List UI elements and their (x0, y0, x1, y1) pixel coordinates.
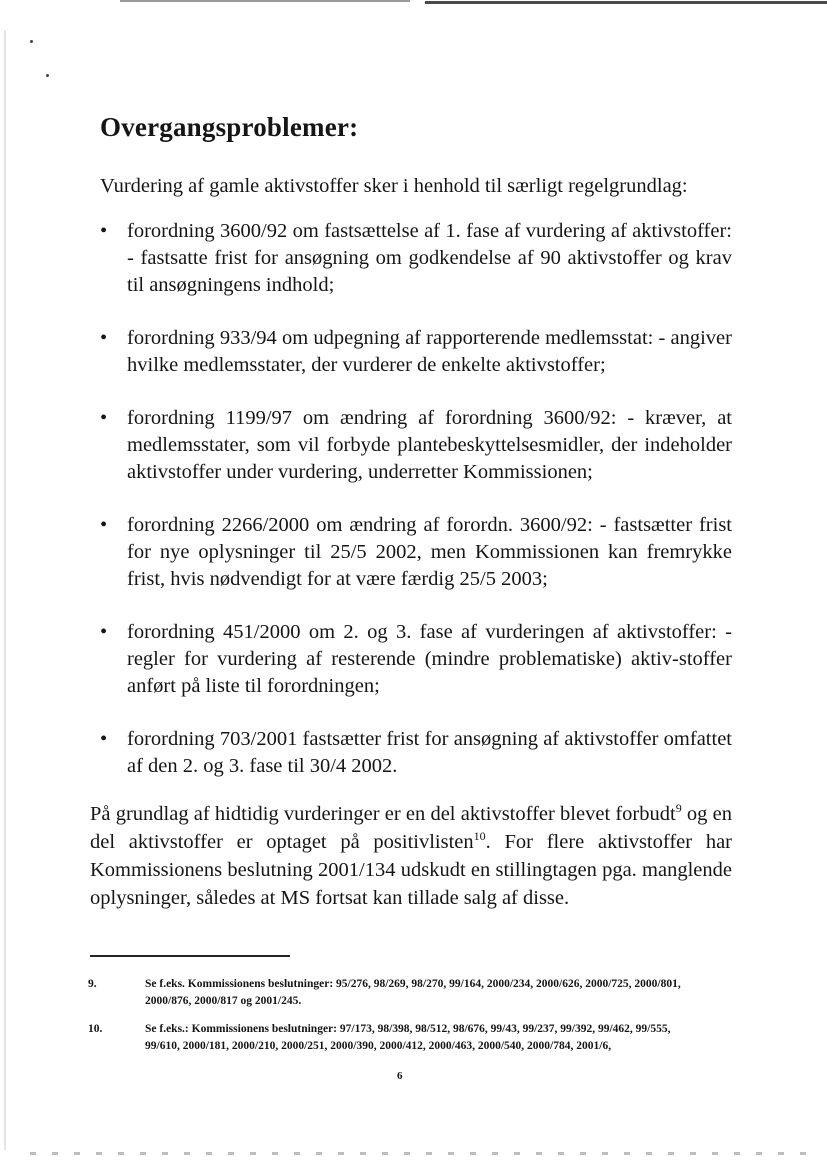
footnotes (88, 976, 708, 1066)
footnote-number: 10. (88, 1023, 103, 1035)
footnote-text: Se f.eks.: Kommissionens beslutninger: 97/173, 98/398, 98/512, 98/676, 99/43, 99/237, 99/392, 99/462, 99/555, 99/610, 2000/181, 2000/210, 2000/251, 2000/390, 2000/412, 2000/463, 2000/540, 2000/784, 2001/6, (145, 1023, 671, 1052)
list-item (100, 512, 732, 593)
list-item (100, 218, 732, 299)
closing-paragraph (90, 800, 732, 912)
list-item-text: forordning 451/2000 om 2. og 3. fase af vurderingen af aktivstoffer: - regler for vurdering af resterende (mindre problematiske) aktiv-stoffer anført på liste til forordningen; (127, 621, 732, 697)
scan-bottom-edge (30, 1152, 820, 1155)
list-item (100, 619, 732, 700)
page-number: 6 (397, 1070, 403, 1082)
bullet-icon: • (100, 327, 108, 349)
scan-left-edge (4, 30, 6, 1150)
list-item (100, 405, 732, 486)
bullet-icon: • (100, 407, 108, 429)
intro-paragraph: Vurdering af gamle aktivstoffer sker i henhold til særligt regelgrundlag: (100, 175, 688, 197)
footnote-ref[interactable]: 9 (675, 801, 682, 816)
closing-text: På grundlag af hidtidig vurderinger er en del aktivstoffer blevet forbudt (90, 803, 676, 825)
scan-speck (46, 74, 49, 77)
footnote (88, 976, 708, 1010)
bullet-icon: • (100, 514, 108, 536)
footnote-text: Se f.eks. Kommissionens beslutninger: 95/276, 98/269, 98/270, 99/164, 2000/234, 2000/626, 2000/725, 2000/801, 2000/876, 2000/817 og 2001/245. (145, 978, 681, 1007)
list-item-text: forordning 1199/97 om ændring af forordning 3600/92: - kræver, at medlemsstater, som vil forbyde plantebeskyttelsesmidler, der indeholder aktivstoffer under vurdering, underretter Kommissionen; (127, 407, 732, 483)
footnote-ref[interactable]: 10 (473, 829, 486, 844)
scan-artifact-light (120, 0, 410, 2)
footnote-divider (90, 955, 290, 957)
page-heading: Overgangsproblemer: (100, 112, 359, 142)
bullet-icon: • (100, 728, 108, 750)
closing-text: og en del aktivstoffer er optaget på positivlisten (90, 803, 732, 853)
list-item (100, 726, 732, 780)
list-item-text: forordning 3600/92 om fastsættelse af 1. fase af vurdering af aktivstoffer: - fastsatte frist for ansøgning om godkendelse af 90 aktivstoffer og krav til ansøgningens indhold; (127, 220, 732, 296)
scan-top-edge (0, 0, 827, 8)
footnote (88, 1021, 708, 1055)
footnote-number: 9. (88, 978, 97, 990)
bullet-icon: • (100, 220, 108, 242)
closing-text: . For flere aktivstoffer har Kommissionens beslutning 2001/134 udskudt en stillingtagen pga. manglende oplysninger, således at MS fortsat kan tillade salg af disse. (90, 831, 732, 909)
bullet-icon: • (100, 621, 108, 643)
scan-speck (30, 40, 33, 43)
list-item-text: forordning 703/2001 fastsætter frist for ansøgning af aktivstoffer omfattet af den 2. og 3. fase til 30/4 2002. (127, 728, 732, 777)
document-body (90, 112, 732, 912)
regulation-list (100, 218, 732, 780)
list-item-text: forordning 933/94 om udpegning af rapporterende medlemsstat: - angiver hvilke medlemsstater, der vurderer de enkelte aktivstoffer; (127, 327, 732, 376)
list-item (100, 325, 732, 379)
list-item-text: forordning 2266/2000 om ændring af forordn. 3600/92: - fastsætter frist for nye oplysninger til 25/5 2002, men Kommissionen kan fremrykke frist, hvis nødvendigt for at være færdig 25/5 2003; (127, 514, 732, 590)
scan-artifact-dark (425, 1, 827, 4)
